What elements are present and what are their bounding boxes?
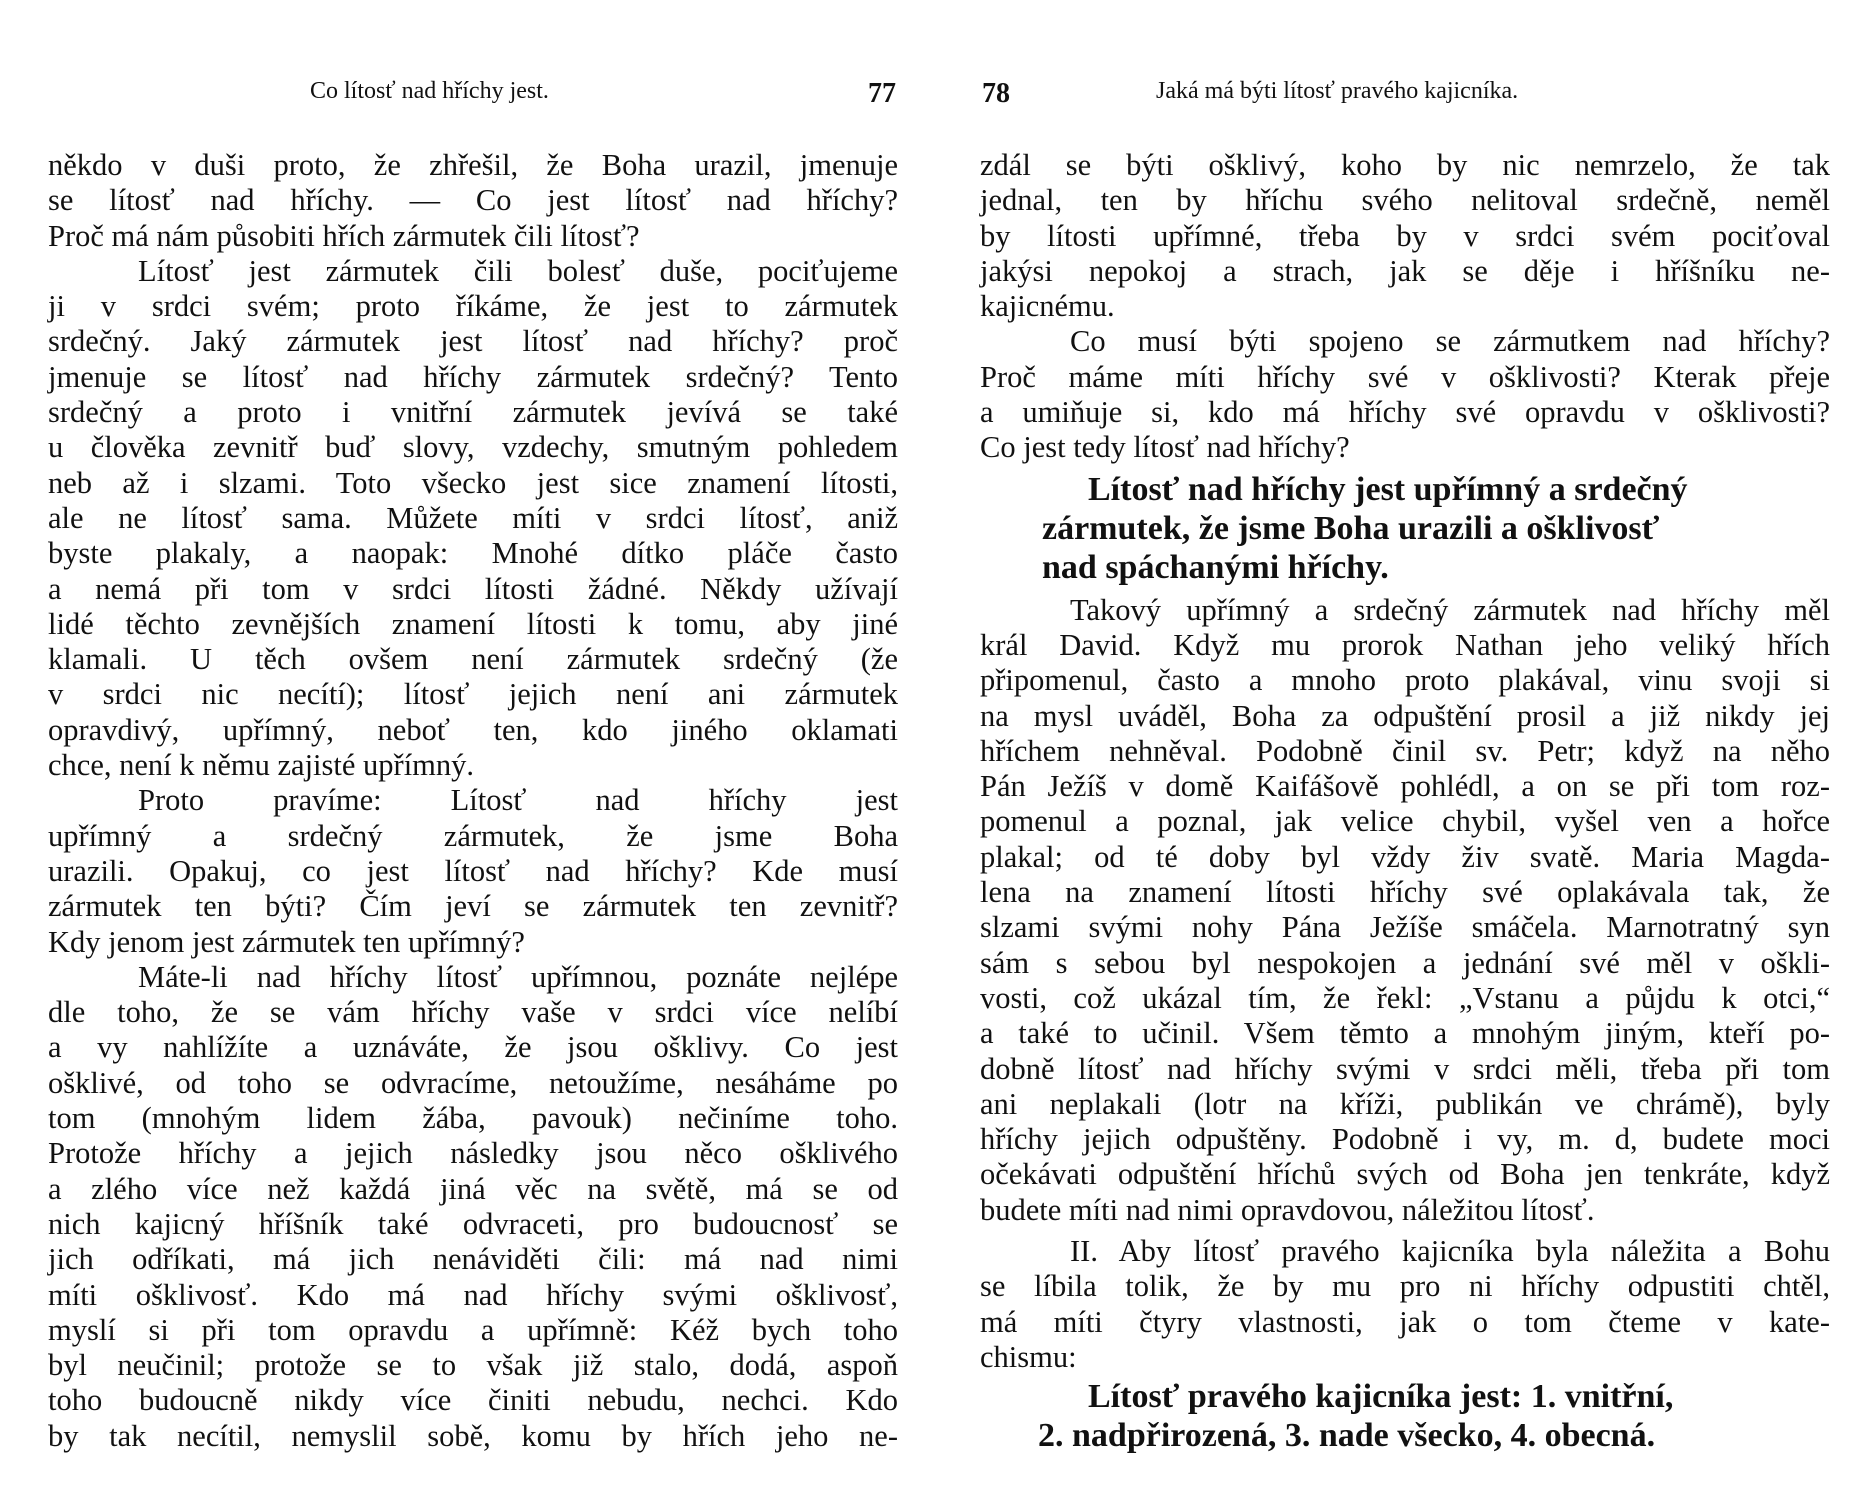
text-line: míti ošklivosť. Kdo má nad hříchy svými ošklivosť, xyxy=(48,1277,898,1312)
text-line: neb až i slzami. Toto všecko jest sice znamení lítosti, xyxy=(48,465,898,500)
text-line: a zlého více než každá jiná věc na světě, má se od xyxy=(48,1171,898,1206)
text-line: byl neučinil; protože se to však již stalo, dodá, aspoň xyxy=(48,1348,898,1383)
text-line: jednal, ten by hříchu svého nelitoval srdečně, neměl xyxy=(980,183,1830,218)
text-line: urazili. Opakuj, co jest lítosť nad hříchy? Kde musí xyxy=(48,853,898,888)
text-line: a nemá při tom v srdci lítosti žádné. Někdy užívají xyxy=(48,571,898,606)
text-line: by tak necítil, nemyslil sobě, komu by hřích jeho ne- xyxy=(48,1418,898,1453)
text-line: lena na znamení lítosti hříchy své oplakávala tak, že xyxy=(980,875,1830,910)
text-line: by lítosti upřímné, třeba by v srdci svém pociťoval xyxy=(980,218,1830,253)
text-line: nich kajicný hříšník také odvraceti, pro budoucnosť se xyxy=(48,1206,898,1241)
text-line: Proto pravíme: Lítosť nad hříchy jest xyxy=(138,783,898,818)
text-line: hříchy jejich odpuštěny. Podobně i vy, m. d, budete moci xyxy=(980,1122,1830,1157)
running-title: Co lítosť nad hříchy jest. xyxy=(310,78,549,104)
text-line: Máte-li nad hříchy lítosť upřímnou, poznáte nejlépe xyxy=(138,959,898,994)
definition-line: Lítosť pravého kajicníka jest: 1. vnitřní, xyxy=(1088,1378,1674,1416)
right-page xyxy=(938,0,1876,1500)
text-line: chismu: xyxy=(980,1339,1077,1374)
text-line: u člověka zevnitř buď slovy, vzdechy, smutným pohledem xyxy=(48,430,898,465)
text-line: myslí si při tom opravdu a upřímně: Kéž bych toho xyxy=(48,1312,898,1347)
text-line: jmenuje se lítosť nad hříchy zármutek srdečný? Tento xyxy=(48,359,898,394)
text-line: Co jest tedy lítosť nad hříchy? xyxy=(980,430,1350,465)
text-line: ošklivé, od toho se odvracíme, netoužíme, nesáháme po xyxy=(48,1065,898,1100)
text-line: zármutek ten býti? Čím jeví se zármutek ten zevnitř? xyxy=(48,889,898,924)
text-line: Co musí býti spojeno se zármutkem nad hříchy? xyxy=(1070,324,1830,359)
text-line: Proč máme míti hříchy své v ošklivosti? Kterak přeje xyxy=(980,359,1830,394)
text-line: plakal; od té doby byl vždy živ svatě. Maria Magda- xyxy=(980,839,1830,874)
text-line: Kdy jenom jest zármutek ten upřímný? xyxy=(48,924,525,959)
definition-line: zármutek, že jsme Boha urazili a ošklivosť xyxy=(1042,509,1660,547)
text-line: vosti, což ukázal tím, že řekl: „Vstanu a půjdu k otci,“ xyxy=(980,980,1830,1015)
page-number: 78 xyxy=(982,78,1010,109)
text-line: II. Aby lítosť pravého kajicníka byla náležita a Bohu xyxy=(1070,1234,1830,1269)
text-line: a také to učinil. Všem těmto a mnohým jiným, kteří po- xyxy=(980,1016,1830,1051)
text-line: ji v srdci svém; proto říkáme, že jest to zármutek xyxy=(48,289,898,324)
text-line: klamali. U těch ovšem není zármutek srdečný (že xyxy=(48,642,898,677)
text-line: a umiňuje si, kdo má hříchy své opravdu v ošklivosti? xyxy=(980,395,1830,430)
text-line: Takový upřímný a srdečný zármutek nad hříchy měl xyxy=(1070,592,1830,627)
text-line: hříchem nehněval. Podobně činil sv. Petr; když na něho xyxy=(980,733,1830,768)
text-line: v srdci nic necítí); lítosť jejich není ani zármutek xyxy=(48,677,898,712)
paragraph-group xyxy=(980,593,1830,1228)
text-line: ale ne lítosť sama. Můžete míti v srdci lítosť, aniž xyxy=(48,500,898,535)
text-line: zdál se býti ošklivý, koho by nic nemrzelo, že tak xyxy=(980,148,1830,182)
text-line: Pán Ježíš v domě Kaifášově pohlédl, a on se při tom roz- xyxy=(980,769,1830,804)
page-number: 77 xyxy=(868,78,896,109)
text-line: sám s sebou byl nespokojen a jednání své měl v oškli- xyxy=(980,945,1830,980)
text-line: byste plakaly, a naopak: Mnohé dítko pláče často xyxy=(48,536,898,571)
text-line: srdečný. Jaký zármutek jest lítosť nad hříchy? proč xyxy=(48,324,898,359)
text-line: jakýsi nepokoj a strach, jak se děje i hříšníku ne- xyxy=(980,253,1830,288)
text-line: Lítosť jest zármutek čili bolesť duše, pociťujeme xyxy=(138,253,898,288)
definition-line: nad spáchanými hříchy. xyxy=(1042,548,1389,586)
paragraph-group xyxy=(980,148,1830,466)
text-line: ani neplakali (lotr na kříži, publikán ve chrámě), byly xyxy=(980,1086,1830,1121)
text-line: budete míti nad nimi opravdovou, náležitou lítosť. xyxy=(980,1192,1595,1227)
text-line: pomenul a poznal, jak velice chybil, vyšel ven a hořce xyxy=(980,804,1830,839)
text-line: a vy nahlížíte a uznáváte, že jsou ošklivy. Co jest xyxy=(48,1030,898,1065)
definition-line: Lítosť nad hříchy jest upřímný a srdečný xyxy=(1088,470,1688,508)
text-line: opravdivý, upřímný, neboť ten, kdo jiného oklamati xyxy=(48,712,898,747)
text-line: má míti čtyry vlastnosti, jak o tom čteme v kate- xyxy=(980,1304,1830,1339)
right-running-head xyxy=(938,78,1876,108)
text-line: očekávati odpuštění hříchů svých od Boha jen tenkráte, když xyxy=(980,1157,1830,1192)
text-line: Proč má nám působiti hřích zármutek čili lítosť? xyxy=(48,218,640,253)
definition-box xyxy=(980,1377,1830,1455)
text-line: na mysl uváděl, Boha za odpuštění prosil a již nikdy jej xyxy=(980,698,1830,733)
text-line: upřímný a srdečný zármutek, že jsme Boha xyxy=(48,818,898,853)
text-line: připomenul, často a mnoho proto plakával, vinu svoji si xyxy=(980,663,1830,698)
text-line: Protože hříchy a jejich následky jsou něco ošklivého xyxy=(48,1136,898,1171)
definition-box xyxy=(980,470,1830,587)
left-body-text xyxy=(48,148,898,1454)
left-running-head xyxy=(0,78,938,108)
paragraph-group xyxy=(980,1234,1830,1375)
text-line: se lítosť nad hříchy. — Co jest lítosť nad hříchy? xyxy=(48,183,898,218)
right-body-text xyxy=(980,148,1830,1455)
text-line: lidé těchto zevnějších znamení lítosti k tomu, aby jiné xyxy=(48,606,898,641)
text-line: chce, není k němu zajisté upřímný. xyxy=(48,748,475,783)
text-line: dle toho, že se vám hříchy vaše v srdci více nelíbí xyxy=(48,995,898,1030)
text-line: toho budoucně nikdy více činiti nebudu, nechci. Kdo xyxy=(48,1383,898,1418)
text-line: jich odříkati, má jich nenáviděti čili: má nad nimi xyxy=(48,1242,898,1277)
text-line: kajicnému. xyxy=(980,289,1115,324)
text-line: dobně lítosť nad hříchy svými v srdci měli, třeba při tom xyxy=(980,1051,1830,1086)
running-title: Jaká má býti lítosť pravého kajicníka. xyxy=(1156,78,1519,104)
text-line: král David. Když mu prorok Nathan jeho veliký hřích xyxy=(980,627,1830,662)
text-line: tom (mnohým lidem žába, pavouk) nečiníme toho. xyxy=(48,1101,898,1136)
definition-line: 2. nadpřirozená, 3. nade všecko, 4. obecná. xyxy=(1038,1417,1656,1455)
text-line: někdo v duši proto, že zhřešil, že Boha urazil, jmenuje xyxy=(48,148,898,182)
text-line: srdečný a proto i vnitřní zármutek jevívá se také xyxy=(48,395,898,430)
text-line: slzami svými nohy Pána Ježíše smáčela. Marnotratný syn xyxy=(980,910,1830,945)
text-line: se líbila tolik, že by mu pro ni hříchy odpustiti chtěl, xyxy=(980,1269,1830,1304)
